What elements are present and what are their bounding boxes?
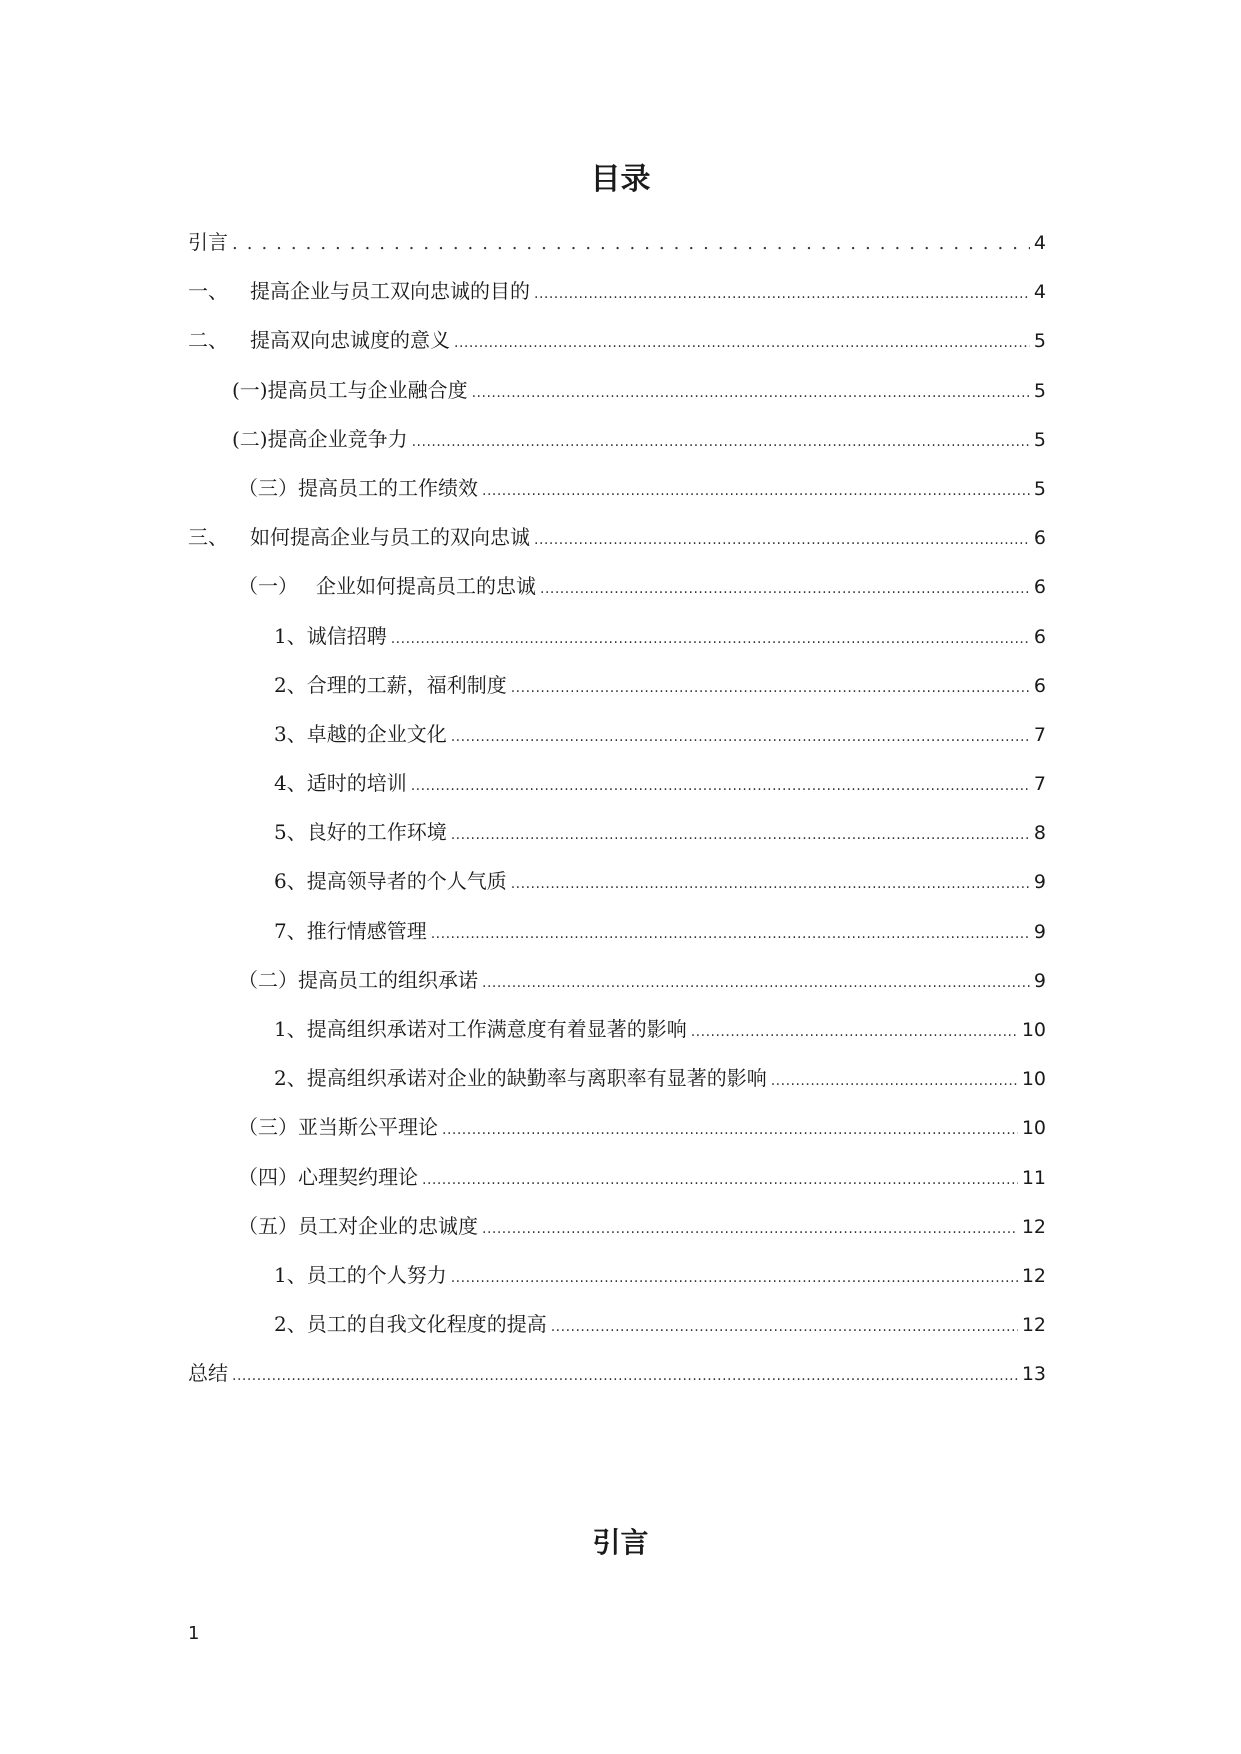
toc-entry-label: 6、提高领导者的个人气质 (274, 869, 507, 894)
toc-page-number: 7 (1033, 773, 1046, 796)
toc-entry-section-2-2[interactable] (188, 419, 1046, 468)
toc-entry-section-3-1-2[interactable] (188, 665, 1046, 714)
toc-entry-label: 引言 (188, 230, 228, 254)
dot-leader (451, 815, 1030, 855)
toc-page-number: 10 (1021, 1117, 1046, 1140)
toc-page-number: 5 (1033, 428, 1046, 451)
toc-entry-conclusion[interactable] (188, 1353, 1046, 1402)
dot-leader (540, 569, 1030, 609)
toc-entry-label: 提高企业与员工双向忠诚的目的 (250, 279, 530, 304)
dot-leader (771, 1061, 1018, 1101)
dot-leader (391, 619, 1030, 659)
toc-entry-label: 总结 (188, 1361, 228, 1386)
toc-entry-section-3-1[interactable] (188, 566, 1046, 615)
toc-page-number: 12 (1021, 1264, 1046, 1287)
table-of-contents (188, 222, 1046, 1403)
dot-leader (442, 1110, 1018, 1150)
toc-entry-label: （四）心理契约理论 (238, 1164, 418, 1189)
dot-leader (431, 914, 1030, 954)
toc-entry-label: (一)提高员工与企业融合度 (232, 377, 468, 402)
toc-entry-number: 三、 (188, 525, 228, 550)
dot-leader (451, 1258, 1018, 1298)
toc-entry-section-3-4[interactable] (188, 1157, 1046, 1206)
toc-entry-section-3-5-1[interactable] (188, 1255, 1046, 1304)
toc-entry-label: 提高双向忠诚度的意义 (250, 328, 450, 353)
dot-leader (454, 323, 1030, 363)
dot-leader (551, 1307, 1018, 1347)
toc-entry-section-3-2[interactable] (188, 960, 1046, 1009)
toc-entry-section-3-5[interactable] (188, 1206, 1046, 1255)
toc-entry-label: （三）提高员工的工作绩效 (238, 475, 478, 500)
toc-entry-label: 7、推行情感管理 (274, 918, 427, 943)
toc-entry-section-3-1-1[interactable] (188, 616, 1046, 665)
toc-page-number: 13 (1021, 1363, 1046, 1386)
dot-leader (534, 520, 1030, 560)
toc-entry-section-2[interactable] (188, 320, 1046, 369)
toc-entry-section-3-1-7[interactable] (188, 911, 1046, 960)
toc-entry-section-3-2-1[interactable] (188, 1009, 1046, 1058)
toc-page-number: 9 (1033, 871, 1046, 894)
toc-entry-introduction[interactable] (188, 222, 1046, 271)
toc-entry-section-3-2-2[interactable] (188, 1058, 1046, 1107)
toc-title: 目录 (590, 162, 651, 197)
toc-entry-label: 2、员工的自我文化程度的提高 (274, 1312, 547, 1337)
toc-entry-label: 1、诚信招聘 (274, 623, 387, 648)
toc-page-number: 6 (1033, 576, 1046, 599)
toc-page-number: 6 (1033, 674, 1046, 697)
dot-leader (534, 274, 1030, 314)
toc-page-number: 6 (1033, 625, 1046, 648)
dot-leader (472, 373, 1030, 413)
toc-entry-label: 如何提高企业与员工的双向忠诚 (250, 525, 530, 550)
toc-page-number: 5 (1033, 477, 1046, 500)
toc-entry-section-1[interactable] (188, 271, 1046, 320)
toc-entry-section-2-1[interactable] (188, 370, 1046, 419)
toc-entry-label: 2、合理的工薪，福利制度 (274, 672, 507, 697)
dot-leader (411, 766, 1030, 806)
toc-entry-section-2-3[interactable] (188, 468, 1046, 517)
toc-page-number: 5 (1033, 379, 1046, 402)
toc-entry-label: 4、适时的培训 (274, 771, 407, 796)
toc-page-number: 10 (1021, 1068, 1046, 1091)
toc-entry-label: 2、提高组织承诺对企业的缺勤率与离职率有显著的影响 (274, 1066, 767, 1091)
toc-entry-section-3-1-5[interactable] (188, 812, 1046, 861)
toc-page-number: 4 (1033, 281, 1046, 304)
toc-page-number: 5 (1033, 330, 1046, 353)
toc-entry-section-3-1-3[interactable] (188, 714, 1046, 763)
toc-page-number: 4 (1033, 232, 1046, 254)
toc-page-number: 12 (1021, 1215, 1046, 1238)
dot-leader (422, 1160, 1018, 1200)
toc-entry-label: （二）提高员工的组织承诺 (238, 967, 478, 992)
dot-leader (451, 717, 1030, 757)
dot-leader (232, 1356, 1018, 1396)
toc-entry-label: （五）员工对企业的忠诚度 (238, 1213, 478, 1238)
toc-page-number: 8 (1033, 822, 1046, 845)
toc-entry-label: 1、提高组织承诺对工作满意度有着显著的影响 (274, 1017, 687, 1041)
toc-entry-section-3-1-6[interactable] (188, 861, 1046, 910)
dot-leader (482, 471, 1030, 511)
toc-entry-label: 3、卓越的企业文化 (274, 721, 447, 746)
toc-entry-section-3[interactable] (188, 517, 1046, 566)
toc-page-number: 7 (1033, 723, 1046, 746)
dot-leader (482, 1209, 1018, 1249)
toc-entry-section-3-3[interactable] (188, 1107, 1046, 1156)
toc-entry-label: 1、员工的个人努力 (274, 1262, 447, 1287)
toc-entry-number: 一、 (188, 279, 228, 304)
toc-entry-number: 二、 (188, 328, 228, 353)
dot-leader (412, 422, 1030, 462)
toc-entry-number: （一） (238, 574, 298, 599)
toc-page-number: 12 (1021, 1314, 1046, 1337)
dot-leader (232, 224, 1030, 264)
dot-leader (511, 668, 1030, 708)
toc-entry-label: （三）亚当斯公平理论 (238, 1115, 438, 1140)
page-number: 1 (188, 1623, 200, 1644)
toc-page-number: 9 (1033, 969, 1046, 992)
toc-entry-section-3-1-4[interactable] (188, 763, 1046, 812)
dot-leader (691, 1012, 1018, 1052)
toc-entry-label: (二)提高企业竞争力 (232, 426, 408, 451)
toc-entry-section-3-5-2[interactable] (188, 1304, 1046, 1353)
toc-entry-label: 企业如何提高员工的忠诚 (316, 574, 536, 599)
toc-page-number: 11 (1021, 1166, 1046, 1189)
toc-page-number: 10 (1021, 1019, 1046, 1041)
dot-leader (511, 864, 1030, 904)
toc-page-number: 9 (1033, 920, 1046, 943)
dot-leader (482, 963, 1030, 1003)
toc-page-number: 6 (1033, 527, 1046, 550)
toc-entry-label: 5、良好的工作环境 (274, 820, 447, 845)
section-heading-introduction: 引言 (592, 1526, 649, 1559)
